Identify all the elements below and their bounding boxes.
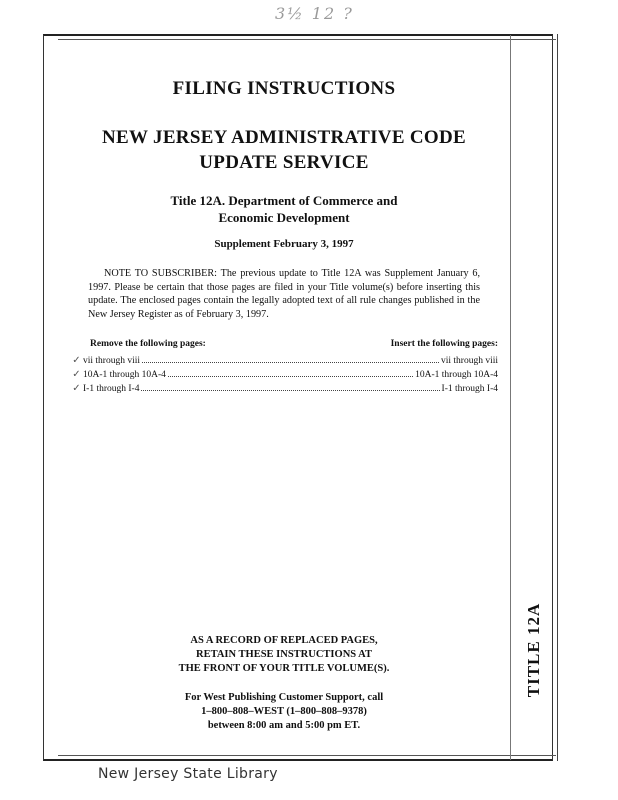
remove-pages: I-1 through I-4: [83, 384, 140, 394]
side-tab-label: TITLE 12A: [524, 602, 543, 698]
filing-table: [70, 339, 498, 395]
subscriber-note: NOTE TO SUBSCRIBER: The previous update to Title 12A was Supplement January 6, 1997. Please be certain that those pages are filed in your Title volume(s) before inserting this update. The enclosed pages contain the legally adopted text of all rule changes published in the New Jersey Register as of February 3, 1997.: [88, 268, 480, 320]
check-mark-icon: ✓: [72, 369, 81, 380]
check-mark-icon: ✓: [72, 355, 81, 366]
insert-pages: vii through viii: [441, 356, 498, 366]
record-line: THE FRONT OF YOUR TITLE VOLUME(S).: [178, 663, 390, 674]
code-title-line: NEW JERSEY ADMINISTRATIVE CODE: [102, 127, 466, 148]
library-stamp: New Jersey State Library: [98, 766, 278, 782]
outer-right-rule: [557, 34, 558, 761]
support-hours: between 8:00 am and 5:00 pm ET.: [207, 720, 361, 731]
record-instructions: [58, 634, 510, 676]
remove-header: Remove the following pages:: [90, 339, 206, 349]
filing-table-header: [70, 339, 498, 353]
code-title-line: UPDATE SERVICE: [199, 152, 369, 173]
title-side-tab: [516, 590, 552, 710]
insert-pages: 10A-1 through 10A-4: [415, 370, 498, 380]
insert-pages: I-1 through I-4: [441, 384, 498, 394]
title-heading-line: Title 12A. Department of Commerce and: [170, 193, 398, 208]
dot-leader: [141, 381, 439, 391]
handwritten-annotation: 3½ 12 ?: [275, 4, 354, 23]
dot-leader: [142, 353, 439, 363]
insert-header: Insert the following pages:: [390, 339, 498, 349]
code-title: [58, 125, 510, 175]
title-heading: [58, 192, 510, 226]
support-phone: 1–800–808–WEST (1–800–808–9378): [201, 706, 367, 717]
dot-leader: [168, 367, 413, 377]
support-line: For West Publishing Customer Support, call: [184, 692, 384, 703]
customer-support: [58, 691, 510, 733]
supplement-date: Supplement February 3, 1997: [214, 238, 354, 250]
bottom-rule: [58, 755, 556, 756]
record-line: AS A RECORD OF REPLACED PAGES,: [190, 635, 378, 646]
top-rule: [58, 39, 556, 40]
table-row: [70, 353, 498, 367]
check-mark-icon: ✓: [72, 383, 81, 394]
table-row: [70, 367, 498, 381]
tab-divider-rule: [510, 35, 511, 760]
title-heading-line: Economic Development: [218, 210, 350, 225]
remove-pages: vii through viii: [83, 356, 140, 366]
record-line: RETAIN THESE INSTRUCTIONS AT: [196, 649, 372, 660]
table-row: [70, 381, 498, 395]
document-title: FILING INSTRUCTIONS: [172, 78, 396, 99]
remove-pages: 10A-1 through 10A-4: [83, 370, 166, 380]
